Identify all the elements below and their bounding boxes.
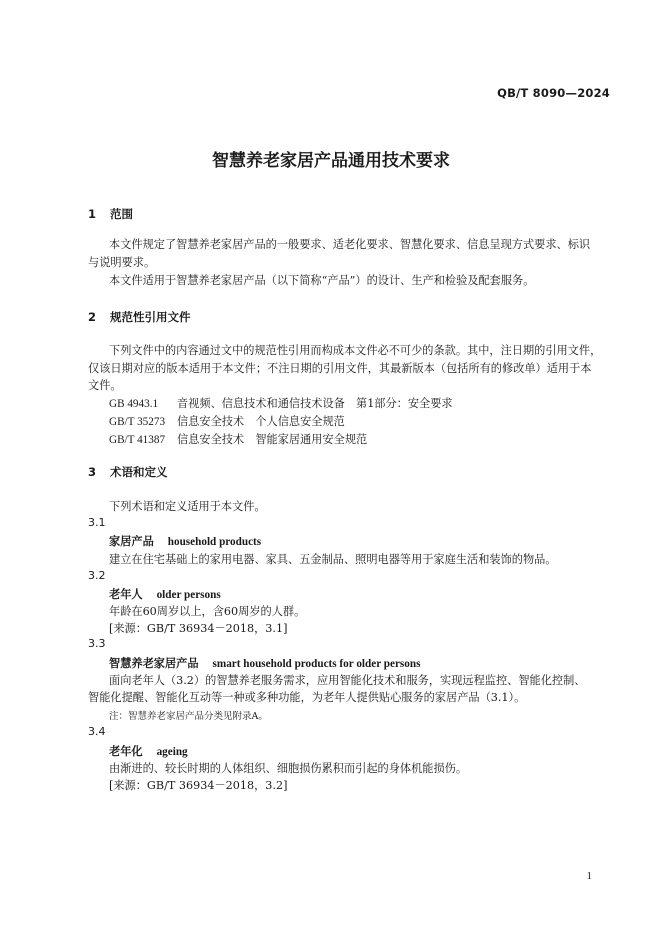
term-en: household products xyxy=(167,536,262,548)
scope-paragraph-1b: 与说明要求。 xyxy=(88,256,156,269)
term-source: [来源：GB/T 36934－2018，3.2] xyxy=(109,779,288,792)
section-number: 1 xyxy=(88,207,97,221)
term-note: 注：智慧养老家居产品分类见附录A。 xyxy=(109,711,268,722)
term-definition-line-1: 面向老年人（3.2）的智慧养老服务需求，应用智能化技术和服务，实现远程监控、智能化控制、 xyxy=(109,674,586,687)
term-heading xyxy=(109,655,420,671)
term-cn: 智慧养老家居产品 xyxy=(109,657,199,670)
reference-item xyxy=(109,395,453,411)
section-3-heading xyxy=(88,464,168,480)
reference-item xyxy=(109,431,367,447)
section-title: 术语和定义 xyxy=(110,465,168,479)
section-number: 3 xyxy=(88,465,97,479)
normative-paragraph-line-2: 仅该日期对应的版本适用于本文件；不注日期的引用文件，其最新版本（包括所有的修改单）适用于本 xyxy=(88,362,592,375)
term-heading xyxy=(109,743,188,759)
term-en: older persons xyxy=(156,589,221,601)
term-cn: 家居产品 xyxy=(109,535,154,548)
reference-title: 音视频、信息技术和通信技术设备 第1部分：安全要求 xyxy=(177,397,453,410)
term-cn: 老年人 xyxy=(109,588,143,601)
term-definition: 由渐进的、较长时期的人体组织、细胞损伤累积而引起的身体机能损伤。 xyxy=(109,762,468,775)
section-2-heading xyxy=(88,309,191,325)
section-1-heading xyxy=(88,206,133,222)
reference-code: GB/T 35273 xyxy=(109,416,166,428)
term-definition: 年龄在60周岁以上，含60周岁的人群。 xyxy=(109,605,306,618)
term-source: [来源：GB/T 36934－2018，3.1] xyxy=(109,622,288,635)
section-title: 规范性引用文件 xyxy=(110,310,191,324)
page-number: 1 xyxy=(586,870,592,882)
section-title: 范围 xyxy=(110,207,134,221)
term-clause-number: 3.4 xyxy=(88,725,106,738)
term-heading xyxy=(109,533,261,549)
standard-number: QB/T 8090—2024 xyxy=(497,86,610,100)
term-heading xyxy=(109,586,221,602)
terms-intro: 下列术语和定义适用于本文件。 xyxy=(109,500,266,513)
normative-paragraph-line-1: 下列文件中的内容通过文中的规范性引用而构成本文件必不可少的条款。其中，注日期的引用文件， xyxy=(109,344,602,357)
term-clause-number: 3.2 xyxy=(88,569,106,582)
scope-paragraph-2: 本文件适用于智慧养老家居产品（以下简称“产品”）的设计、生产和检验及配套服务。 xyxy=(109,274,535,287)
term-definition: 建立在住宅基础上的家用电器、家具、五金制品、照明电器等用于家庭生活和装饰的物品。 xyxy=(109,553,557,566)
reference-title: 信息安全技术 智能家居通用安全规范 xyxy=(177,433,368,446)
term-cn: 老年化 xyxy=(109,745,143,758)
reference-title: 信息安全技术 个人信息安全规范 xyxy=(177,415,345,428)
scope-paragraph-1a: 本文件规定了智慧养老家居产品的一般要求、适老化要求、智慧化要求、信息呈现方式要求、标识 xyxy=(109,238,591,251)
term-en: ageing xyxy=(156,746,188,758)
reference-code: GB/T 41387 xyxy=(109,434,166,446)
reference-item xyxy=(109,413,345,429)
term-clause-number: 3.1 xyxy=(88,516,106,529)
term-clause-number: 3.3 xyxy=(88,637,106,650)
section-number: 2 xyxy=(88,310,97,324)
term-definition-line-2: 智能化提醒、智能化互动等一种或多种功能，为老年人提供贴心服务的家居产品（3.1）。 xyxy=(88,691,526,704)
normative-paragraph-line-3: 文件。 xyxy=(88,379,122,392)
document-title: 智慧养老家居产品通用技术要求 xyxy=(212,151,450,171)
term-en: smart household products for older persons xyxy=(212,658,421,670)
reference-code: GB 4943.1 xyxy=(109,398,159,410)
